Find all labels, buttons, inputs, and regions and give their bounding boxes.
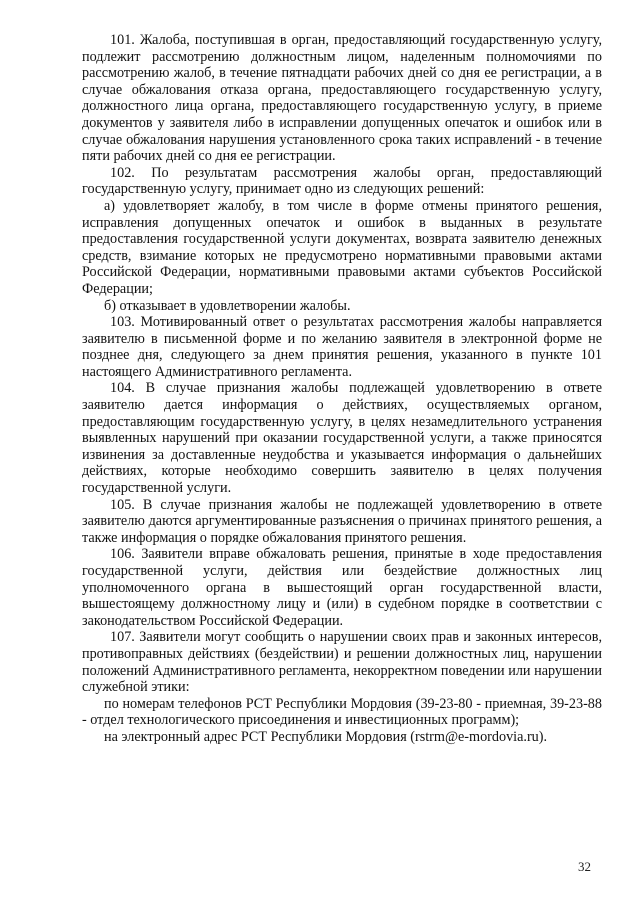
- document-body: [82, 32, 602, 746]
- paragraph-103: 103. Мотивированный ответ о результатах рассмотрения жалобы направляется заявителю в письменной форме и по желанию заявителя в электронной форме не позднее дня, следующего за днем принятия решения, указанного в пункте 101 настоящего Административного регламента.: [82, 314, 602, 380]
- page-number: 32: [578, 859, 591, 874]
- paragraph-107: 107. Заявители могут сообщить о нарушении своих прав и законных интересов, противоправных действиях (бездействии) и решении должностных лиц, нарушении положений Административного регламента, некорректном поведении или нарушении служебной этики:: [82, 629, 602, 696]
- paragraph-105: 105. В случае признания жалобы не подлежащей удовлетворению в ответе заявителю даются аргументированные разъяснения о причинах принятого решения, а также информация о порядке обжалования принятого решения.: [82, 496, 602, 546]
- paragraph-102: 102. По результатам рассмотрения жалобы орган, предоставляющий государственную услугу, принимает одно из следующих решений:: [82, 164, 602, 198]
- paragraph-107-phone: по номерам телефонов РСТ Республики Мордовия (39-23-80 - приемная, 39-23-88 - отдел технологического присоединения и инвестиционных программ);: [82, 695, 602, 729]
- paragraph-101: 101. Жалоба, поступившая в орган, предоставляющий государственную услугу, подлежит рассмотрению должностным лицом, наделенным полномочиями по рассмотрению жалоб, в течение пятнадцати рабочих дней со дня ее регистрации, а в случае обжалования отказа органа, предоставляющего государственную услугу, должностного лица органа, предоставляющего государственную услугу, в приеме документов у заявителя либо в исправлении допущенных опечаток и ошибок или в случае обжалования нарушения установленного срока таких исправлений - в течение пяти рабочих дней со дня ее регистрации.: [82, 32, 602, 165]
- paragraph-102-b: б) отказывает в удовлетворении жалобы.: [104, 297, 351, 314]
- paragraph-107-email: на электронный адрес РСТ Республики Мордовия (rstrm@e-mordovia.ru).: [104, 728, 548, 745]
- paragraph-106: 106. Заявители вправе обжаловать решения, принятые в ходе предоставления государственной услуги, действия или бездействие должностных лиц уполномоченного органа в вышестоящий орган государственной власти, вышестоящему должностному лицу и (или) в судебном порядке в соответствии с законодательством Российской Федерации.: [82, 546, 602, 629]
- paragraph-102-a: а) удовлетворяет жалобу, в том числе в форме отмены принятого решения, исправления допущенных опечаток и ошибок в выданных в результате предоставления государственной услуги документах, возврата заявителю денежных средств, взимание которых не предусмотрено нормативными правовыми актами Российской Федерации, нормативными правовыми актами субъектов Российской Федерации;: [82, 197, 602, 297]
- paragraph-104: 104. В случае признания жалобы подлежащей удовлетворению в ответе заявителю дается информация о действиях, осуществляемых органом, предоставляющим государственную услугу, в целях незамедлительного устранения выявленных нарушений при оказании государственной услуги, а также приносятся извинения за доставленные неудобства и указывается информация о дальнейших действиях, которые необходимо совершить заявителю в целях получения государственной услуги.: [82, 380, 602, 497]
